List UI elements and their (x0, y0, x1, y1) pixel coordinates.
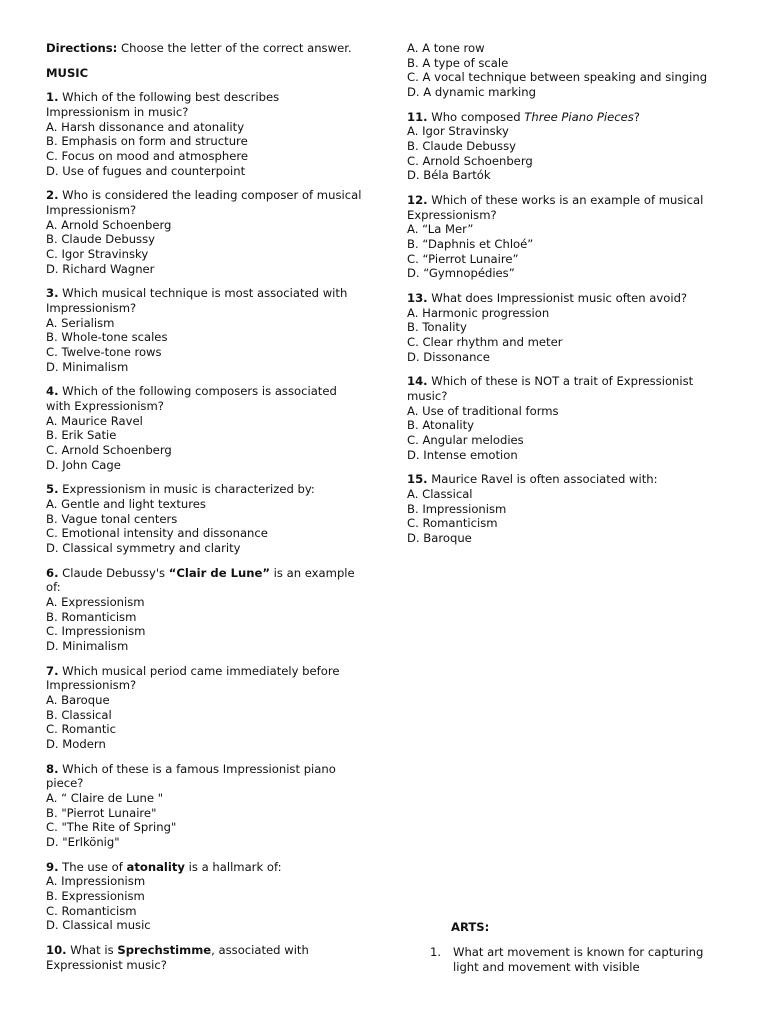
answer-option: D. Intense emotion (407, 447, 518, 462)
answer-option: B. Emphasis on form and structure (46, 134, 248, 149)
question-text: Which of these works is an example of musical Expressionism? (407, 192, 704, 222)
answer-option: B. “Daphnis et Chloé” (407, 237, 534, 252)
question-stem (407, 110, 727, 125)
directions-text: Choose the letter of the correct answer. (117, 41, 352, 55)
answer-option: D. "Erlkönig" (46, 835, 120, 850)
answer-option: C. Emotional intensity and dissonance (46, 526, 268, 541)
question-number: 3. (46, 286, 59, 301)
question-stem (407, 291, 727, 306)
answer-option: A. Baroque (46, 693, 110, 707)
answer-option: A. Serialism (46, 315, 115, 330)
question-item (46, 860, 364, 934)
answer-option: D. Classical symmetry and clarity (46, 541, 241, 556)
right-column (407, 41, 727, 546)
left-question-list (46, 90, 364, 972)
question-item (46, 566, 364, 654)
question-text: is a hallmark of: (184, 859, 282, 874)
answer-option: B. Atonality (407, 418, 474, 433)
answer-option: B. A type of scale (407, 55, 509, 70)
question-text: Claude Debussy's (62, 565, 169, 580)
answer-option: C. Clear rhythm and meter (407, 335, 563, 350)
question-text: Expressionism in music is characterized by: (62, 482, 315, 497)
question-stem (46, 664, 364, 693)
answer-option: D. Use of fugues and counterpoint (46, 163, 246, 178)
answer-option: C. Impressionism (46, 624, 146, 639)
question-text: What is (70, 942, 118, 957)
answer-option: A. Gentle and light textures (46, 496, 206, 511)
answer-option: C. A vocal technique between speaking and singing (407, 70, 708, 85)
question-item (407, 472, 727, 546)
answer-option: D. Minimalism (46, 639, 129, 654)
answer-option: C. “Pierrot Lunaire” (407, 251, 519, 266)
answer-option: C. Igor Stravinsky (46, 247, 149, 262)
answer-option: B. Claude Debussy (46, 232, 155, 247)
question-stem (407, 472, 727, 487)
answer-option: D. Béla Bartók (407, 168, 491, 183)
answer-option: C. "The Rite of Spring" (46, 820, 177, 835)
answer-option: C. Angular melodies (407, 433, 524, 448)
question-number: 13. (407, 290, 428, 305)
answer-option: A. Igor Stravinsky (407, 124, 509, 139)
question-stem (46, 286, 364, 315)
answer-option: C. Focus on mood and atmosphere (46, 149, 248, 164)
answer-option: A. Classical (407, 486, 473, 501)
question-text: Which musical technique is most associated with Impressionism? (46, 286, 348, 315)
answer-option: A. Harmonic progression (407, 305, 550, 320)
answer-option: D. “Gymnopédies” (407, 266, 515, 281)
question-stem (46, 482, 364, 497)
question-text: Who is considered the leading composer of musical Impressionism? (46, 188, 362, 217)
arts-question-number: 1. (430, 945, 442, 959)
arts-heading: ARTS: (451, 920, 490, 934)
question-number: 1. (46, 90, 59, 105)
question-text: is an example of: (46, 565, 355, 595)
question-text: Which of these is NOT a trait of Expressionist music? (407, 374, 694, 403)
answer-option: D. Classical music (46, 918, 151, 933)
left-column (46, 41, 364, 972)
question-item (407, 291, 727, 365)
question-number: 9. (46, 859, 59, 874)
answer-option: B. Expressionism (46, 889, 145, 904)
question-text: Sprechstimme (117, 942, 212, 957)
question-number: 15. (407, 472, 428, 487)
answer-option: B. Claude Debussy (407, 139, 516, 154)
arts-question-text: What art movement is known for capturing light and movement with visible (453, 945, 704, 974)
question-number: 14. (407, 374, 428, 389)
question-number: 12. (407, 192, 428, 207)
question-number: 10. (46, 942, 67, 957)
question-text: , associated with Expressionist music? (46, 942, 309, 972)
answer-option: B. Vague tonal centers (46, 511, 178, 526)
answer-option: C. Arnold Schoenberg (407, 153, 533, 168)
question-item (46, 482, 364, 556)
question-stem (46, 384, 364, 413)
question-number: 7. (46, 663, 59, 678)
question-item (46, 384, 364, 472)
answer-option: A. Harsh dissonance and atonality (46, 119, 245, 134)
answer-option: C. Twelve-tone rows (46, 345, 162, 360)
question-number: 4. (46, 384, 59, 399)
question-stem (46, 566, 364, 595)
question-number: 11. (407, 109, 428, 124)
answer-option: A. “ Claire de Lune " (46, 791, 164, 806)
question-stem (407, 374, 727, 403)
answer-option: D. Dissonance (407, 349, 490, 364)
question-text: The use of (62, 859, 127, 874)
question-item (46, 286, 364, 374)
answer-option: C. Romantic (46, 722, 116, 737)
question-number: 8. (46, 761, 59, 776)
question-text: Which musical period came immediately before Impressionism? (46, 663, 340, 693)
answer-option: B. Whole-tone scales (46, 330, 168, 345)
answer-option: A. “La Mer” (407, 222, 474, 237)
question-item (46, 943, 364, 972)
answer-option: C. Romanticism (46, 903, 137, 918)
question-number: 2. (46, 188, 59, 203)
answer-option: C. Romanticism (407, 516, 498, 531)
question-number: 5. (46, 482, 59, 497)
question-text: Which of these is a famous Impressionist piano piece? (46, 761, 336, 791)
answer-option: B. Romanticism (46, 609, 137, 624)
question-stem (46, 762, 364, 791)
question-stem (407, 193, 727, 222)
answer-option: D. Richard Wagner (46, 261, 155, 276)
question-stem (46, 943, 364, 972)
answer-option: A. Use of traditional forms (407, 403, 559, 418)
question-text: ? (633, 109, 640, 124)
answer-option: B. Classical (46, 707, 112, 722)
question-text: Three Piano Pieces (524, 109, 634, 124)
question-stem (46, 860, 364, 875)
answer-option: B. Tonality (407, 320, 467, 335)
answer-option: D. Baroque (407, 531, 472, 546)
question-stem (46, 188, 364, 217)
question-text: “Clair de Lune” (168, 565, 270, 580)
answer-option: A. Expressionism (46, 594, 145, 609)
answer-option: D. Modern (46, 737, 106, 752)
answer-option: A. Arnold Schoenberg (46, 217, 172, 232)
music-heading: MUSIC (46, 65, 89, 80)
question-text: atonality (126, 859, 185, 874)
question-item (46, 762, 364, 850)
answer-option: A. Maurice Ravel (46, 413, 143, 428)
question-10-options (407, 41, 727, 100)
answer-option: B. "Pierrot Lunaire" (46, 805, 157, 820)
right-question-list (407, 110, 727, 546)
question-text: What does Impressionist music often avoid? (431, 290, 688, 305)
answer-option: A. Impressionism (46, 874, 146, 889)
question-text: Which of the following best describes Impressionism in music? (46, 90, 280, 119)
question-number: 6. (46, 565, 59, 580)
question-text: Which of the following composers is associated with Expressionism? (46, 384, 337, 413)
answer-option: D. A dynamic marking (407, 85, 536, 100)
question-item (407, 374, 727, 462)
answer-option: A. A tone row (407, 41, 485, 55)
question-item (46, 188, 364, 276)
directions-label: Directions: (46, 41, 118, 55)
answer-option: B. Impressionism (407, 501, 507, 516)
answer-option: D. Minimalism (46, 359, 129, 374)
answer-option: B. Erik Satie (46, 428, 117, 443)
question-text: Maurice Ravel is often associated with: (431, 472, 658, 487)
answer-option: D. John Cage (46, 457, 121, 472)
question-item (46, 664, 364, 752)
question-item (46, 90, 364, 178)
question-stem (46, 90, 364, 119)
directions (46, 41, 364, 56)
question-item (407, 110, 727, 184)
answer-option: C. Arnold Schoenberg (46, 443, 172, 458)
question-item (407, 193, 727, 281)
question-text: Who composed (431, 109, 525, 124)
